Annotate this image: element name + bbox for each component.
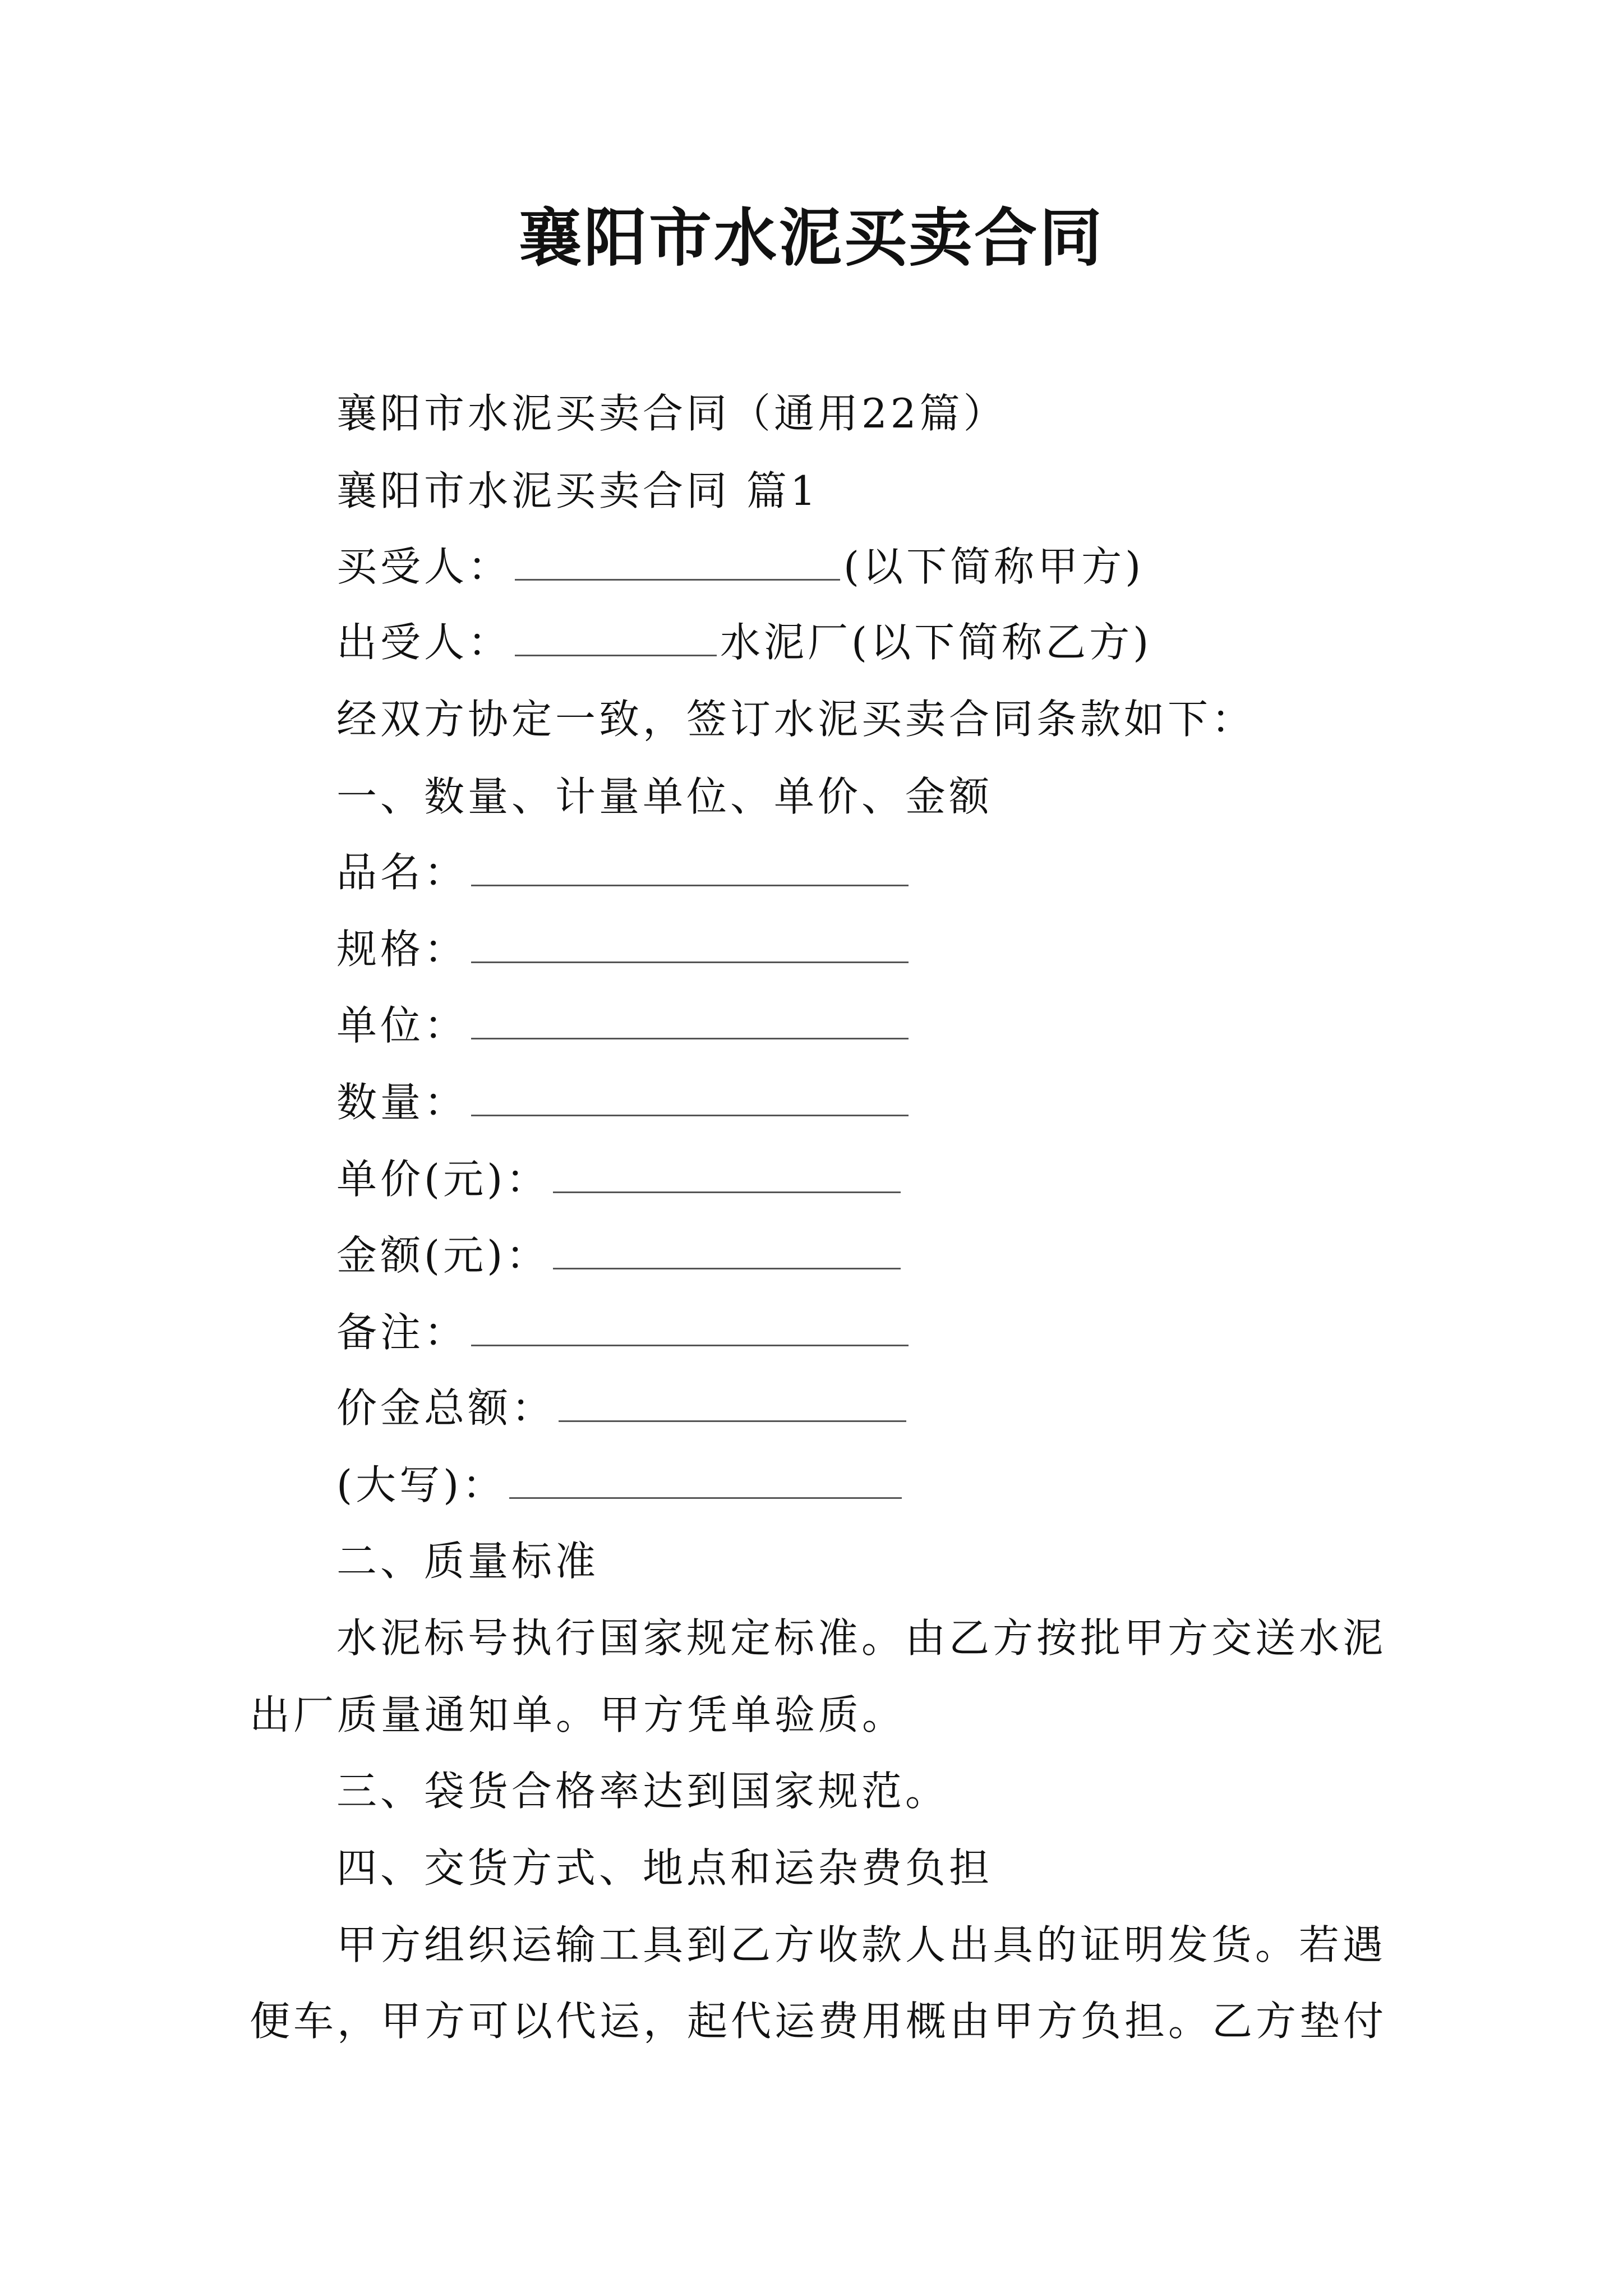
field-blank bbox=[471, 921, 909, 963]
clause1-heading: 一、数量、计量单位、单价、金额 bbox=[336, 773, 993, 820]
clause2-heading: 二、质量标准 bbox=[336, 1538, 600, 1585]
field-blank bbox=[553, 1151, 901, 1193]
field-blank bbox=[509, 1457, 902, 1499]
clause2-line1: 水泥标号执行国家规定标准。由乙方按批甲方交送水泥 bbox=[336, 1614, 1387, 1662]
field-label: 规格： bbox=[336, 926, 468, 973]
field-amount bbox=[336, 1227, 904, 1283]
field-unit-price bbox=[336, 1151, 904, 1207]
field-unit bbox=[336, 997, 912, 1053]
field-spec bbox=[336, 921, 912, 977]
section-heading: 襄阳市水泥买卖合同 篇1 bbox=[336, 467, 819, 514]
buyer-label: 买受人： bbox=[336, 543, 512, 590]
field-product-name bbox=[336, 844, 912, 900]
seller-label: 出受人： bbox=[336, 619, 512, 666]
field-label: 备注： bbox=[336, 1309, 468, 1356]
field-blank bbox=[471, 1304, 909, 1346]
field-label: 金额(元)： bbox=[336, 1232, 550, 1279]
field-uppercase bbox=[336, 1457, 905, 1513]
clause4-line2: 便车，甲方可以代运，起代运费用概由甲方负担。乙方垫付 bbox=[250, 1998, 1387, 2045]
seller-line bbox=[336, 614, 1152, 670]
buyer-blank bbox=[515, 539, 840, 581]
buyer-line bbox=[336, 539, 1144, 595]
field-label: 单价(元)： bbox=[336, 1156, 550, 1203]
field-blank bbox=[553, 1227, 901, 1269]
seller-blank bbox=[515, 614, 717, 656]
field-remarks bbox=[336, 1304, 912, 1360]
clause2-line2: 出厂质量通知单。甲方凭单验质。 bbox=[250, 1691, 906, 1738]
clause3-heading: 三、袋货合格率达到国家规范。 bbox=[336, 1768, 949, 1815]
buyer-suffix: (以下简称甲方) bbox=[843, 543, 1145, 590]
seller-suffix: 水泥厂(以下简称乙方) bbox=[720, 619, 1152, 666]
field-label: 单位： bbox=[336, 1002, 468, 1049]
clause4-line1: 甲方组织运输工具到乙方收款人出具的证明发货。若遇 bbox=[336, 1921, 1387, 1968]
document-title: 襄阳市水泥买卖合同 bbox=[519, 201, 1104, 275]
field-blank bbox=[471, 844, 909, 886]
field-label: 数量： bbox=[336, 1079, 468, 1126]
field-label: (大写)： bbox=[336, 1461, 506, 1508]
clause4-heading: 四、交货方式、地点和运杂费负担 bbox=[336, 1844, 993, 1892]
field-total bbox=[336, 1380, 910, 1436]
field-label: 品名： bbox=[336, 849, 468, 896]
intro-text: 经双方协定一致，签订水泥买卖合同条款如下： bbox=[336, 696, 1256, 743]
field-label: 价金总额： bbox=[336, 1384, 556, 1432]
field-blank bbox=[559, 1380, 906, 1422]
field-blank bbox=[471, 997, 909, 1039]
field-quantity bbox=[336, 1074, 912, 1130]
document-subtitle: 襄阳市水泥买卖合同（通用22篇） bbox=[336, 390, 1007, 437]
field-blank bbox=[471, 1074, 909, 1116]
